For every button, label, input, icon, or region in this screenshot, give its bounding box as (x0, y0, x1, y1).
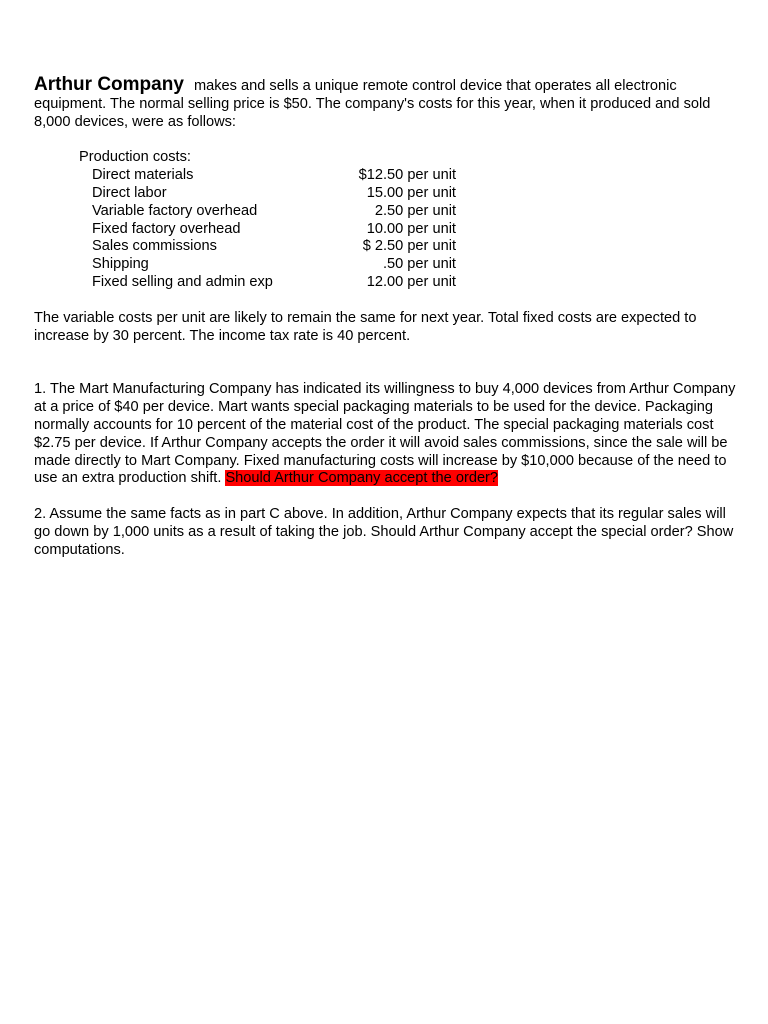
cost-label: Fixed factory overhead (92, 220, 241, 237)
cost-row (79, 256, 459, 274)
production-costs-list (79, 149, 459, 291)
cost-row (79, 274, 459, 292)
cost-row (79, 238, 459, 256)
cost-row (79, 221, 459, 239)
cost-label: Direct materials (92, 167, 194, 184)
cost-label: Fixed selling and admin exp (92, 273, 273, 290)
highlighted-question: Should Arthur Company accept the order? (225, 470, 499, 487)
cost-value: 10.00 per unit (366, 220, 456, 237)
question-1-text: 1. The Mart Manufacturing Company has indicated its willingness to buy 4,000 devices from Arthur Company at a price of $40 per device. Mart wants special packaging materials to be used for the device. Packaging normally accounts for 10 percent of the material cost of the product. The special packaging materials cost $2.75 per device. If Arthur Company accepts the order it will avoid sales commissions, since the sale will be made directly to Mart Company. Fixed manufacturing costs will increase by $10,000 because of the need to use an extra production shift. (34, 381, 736, 487)
question-1 (34, 381, 744, 488)
cost-label: Sales commissions (92, 238, 217, 255)
assumptions-paragraph: The variable costs per unit are likely to remain the same for next year. Total fixed costs are expected to increase by 30 percent. The income tax rate is 40 percent. (34, 309, 697, 344)
cost-row (79, 185, 459, 203)
cost-value: .50 per unit (382, 256, 456, 273)
cost-value: $12.50 per unit (358, 167, 456, 184)
cost-row (79, 203, 459, 221)
cost-label: Variable factory overhead (92, 202, 258, 219)
question-2: 2. Assume the same facts as in part C above. In addition, Arthur Company expects that its regular sales will go down by 1,000 units as a result of taking the job. Should Arthur Company accept the special order? Show computations. (34, 506, 734, 558)
cost-row (79, 167, 459, 185)
cost-label: Direct labor (92, 184, 167, 201)
cost-value: $ 2.50 per unit (362, 238, 456, 255)
cost-value: 2.50 per unit (374, 202, 456, 219)
intro-text: makes and sells a unique remote control device that operates all electronic equipment. The normal selling price is $50. The company's costs for this year, when it produced and sold 8,000 devices, were as follows: (34, 78, 711, 130)
cost-value: 15.00 per unit (366, 184, 456, 201)
company-name: Arthur Company (34, 74, 184, 95)
document-page (34, 76, 744, 560)
production-costs-heading: Production costs: (79, 149, 191, 166)
cost-label: Shipping (92, 256, 149, 273)
intro-paragraph (34, 76, 744, 131)
cost-value: 12.00 per unit (366, 273, 456, 290)
